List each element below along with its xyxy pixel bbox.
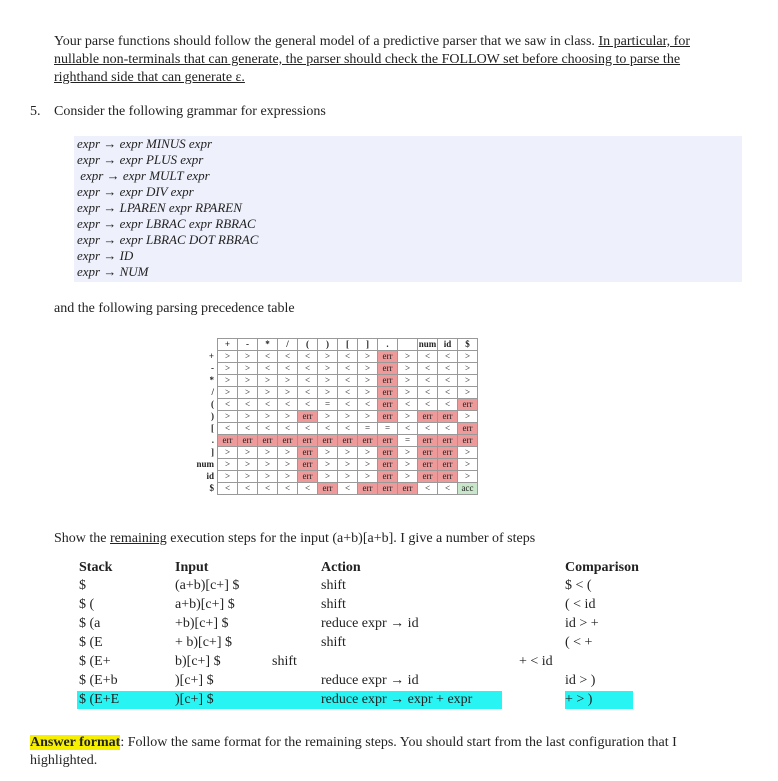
prec-cell: >: [238, 387, 258, 399]
prec-row: [192, 351, 478, 363]
prec-row-header: /: [211, 387, 214, 397]
prec-cell: >: [278, 411, 298, 423]
prec-cell: >: [338, 411, 358, 423]
prec-cell: <: [298, 399, 318, 411]
prec-cell: <: [298, 483, 318, 495]
prec-cell: <: [218, 483, 238, 495]
grammar-rule: expr → expr DIV expr: [77, 184, 194, 199]
step-action-highlighted: reduce expr → expr + expr: [321, 692, 473, 707]
prec-col-header: .: [378, 339, 398, 351]
grammar-rule: expr → LPAREN expr RPAREN: [77, 200, 242, 215]
prec-cell: <: [278, 483, 298, 495]
prec-cell: <: [298, 351, 318, 363]
prec-cell: >: [318, 351, 338, 363]
intro-line2-underlined: nullable non-terminals that can generate, the parser should check the FOLLOW set before choosing to parse the: [54, 52, 681, 67]
prec-cell: <: [238, 423, 258, 435]
prec-cell: err: [298, 447, 318, 459]
prec-cell: err: [458, 435, 478, 447]
prec-cell: >: [358, 387, 378, 399]
prec-row-header: +: [208, 351, 214, 361]
prec-row: [192, 411, 478, 423]
prec-cell: err: [218, 435, 238, 447]
header-comparison: Comparison: [565, 560, 639, 575]
prec-cell: err: [418, 459, 438, 471]
prec-cell: err: [458, 399, 478, 411]
step-comparison: ( < id: [565, 597, 596, 612]
step-stack: $ (E+: [79, 654, 111, 669]
grammar-box: [74, 136, 742, 282]
prec-cell: err: [438, 459, 458, 471]
prec-col-header: /: [278, 339, 298, 351]
prec-cell: <: [218, 399, 238, 411]
prec-cell: err: [298, 411, 318, 423]
prec-cell: >: [458, 363, 478, 375]
prec-cell: err: [418, 447, 438, 459]
prec-row: [192, 447, 478, 459]
prec-cell: =: [358, 423, 378, 435]
prec-row: [192, 375, 478, 387]
answer-format-label: Answer format: [30, 735, 121, 750]
prec-cell: <: [418, 363, 438, 375]
prec-cell: >: [218, 363, 238, 375]
prec-cell: =: [398, 435, 418, 447]
prec-cell: <: [438, 375, 458, 387]
prec-cell: <: [298, 387, 318, 399]
prec-cell: err: [298, 459, 318, 471]
step-comparison: + < id: [519, 654, 553, 669]
prec-cell: >: [218, 411, 238, 423]
step-input: +b)[c+] $: [175, 616, 229, 631]
table-intro: and the following parsing precedence table: [54, 301, 295, 316]
prec-cell: >: [398, 375, 418, 387]
prec-row-header: ): [211, 411, 214, 421]
prec-cell: >: [238, 351, 258, 363]
step-action: reduce expr → id: [321, 616, 419, 631]
step-action: shift: [321, 635, 346, 650]
prec-cell: <: [258, 363, 278, 375]
prec-cell: <: [438, 363, 458, 375]
prec-cell: err: [418, 411, 438, 423]
prec-cell: >: [318, 363, 338, 375]
prec-cell: >: [238, 363, 258, 375]
prec-col-header: $: [458, 339, 478, 351]
prec-cell: <: [278, 351, 298, 363]
prec-cell: err: [418, 471, 438, 483]
prec-cell: <: [338, 483, 358, 495]
prec-cell: <: [438, 483, 458, 495]
step-input: b)[c+] $: [175, 654, 221, 669]
prec-row-header: *: [209, 375, 214, 385]
prec-cell: err: [318, 483, 338, 495]
prec-cell: >: [318, 387, 338, 399]
prec-cell: <: [418, 387, 438, 399]
step-stack: $ (a: [79, 616, 101, 631]
prec-cell: >: [218, 447, 238, 459]
prec-cell: >: [318, 459, 338, 471]
prec-cell: >: [358, 375, 378, 387]
prec-cell: <: [338, 363, 358, 375]
prec-corner: [192, 339, 218, 351]
prec-col-header: +: [218, 339, 238, 351]
prec-col-header: *: [258, 339, 278, 351]
prec-cell: <: [278, 363, 298, 375]
prec-cell: >: [398, 471, 418, 483]
prec-cell: >: [218, 351, 238, 363]
prec-cell: <: [398, 399, 418, 411]
prec-cell: <: [398, 423, 418, 435]
prec-cell: >: [358, 351, 378, 363]
prec-cell: <: [438, 423, 458, 435]
prec-cell: err: [238, 435, 258, 447]
step-comparison: $ < (: [565, 578, 592, 593]
prec-row: [192, 471, 478, 483]
prec-cell: err: [378, 483, 398, 495]
prec-row: [192, 399, 478, 411]
prec-cell: <: [418, 399, 438, 411]
prec-cell: err: [298, 435, 318, 447]
step-stack-highlighted: $ (E+E: [79, 692, 120, 707]
prec-row: [192, 483, 478, 495]
prec-cell: err: [378, 471, 398, 483]
prec-cell: >: [458, 459, 478, 471]
prec-cell: >: [458, 387, 478, 399]
prec-cell: >: [398, 411, 418, 423]
prec-cell: >: [398, 459, 418, 471]
prec-cell: err: [318, 435, 338, 447]
prec-col-header: num: [418, 339, 437, 349]
prec-col-header: [398, 339, 418, 351]
prec-cell: <: [358, 399, 378, 411]
prec-cell: err: [438, 411, 458, 423]
grammar-rule: expr → expr PLUS expr: [77, 152, 204, 167]
prec-row-header: id: [206, 471, 214, 481]
prec-cell: >: [258, 471, 278, 483]
show-underlined: remaining: [110, 531, 167, 546]
prec-cell: <: [338, 399, 358, 411]
prec-cell: >: [358, 411, 378, 423]
step-action: shift: [321, 578, 346, 593]
prec-cell: >: [278, 375, 298, 387]
prec-cell: <: [298, 375, 318, 387]
answer-format-text2: highlighted.: [30, 753, 98, 768]
step-comparison: ( < +: [565, 635, 593, 650]
prec-cell: <: [298, 363, 318, 375]
prec-cell: err: [258, 435, 278, 447]
prec-cell: >: [338, 471, 358, 483]
header-input: Input: [175, 560, 209, 575]
prec-cell: <: [418, 351, 438, 363]
grammar-rule: expr → expr MULT expr: [77, 168, 210, 183]
prec-cell: <: [338, 375, 358, 387]
prec-row-header: .: [211, 435, 214, 445]
prec-cell: err: [378, 459, 398, 471]
prec-cell: err: [378, 375, 398, 387]
grammar-rule: expr → ID: [77, 248, 134, 263]
prec-cell: >: [358, 363, 378, 375]
prec-cell: >: [458, 447, 478, 459]
prec-col-header: ]: [358, 339, 378, 351]
prec-cell: err: [438, 435, 458, 447]
prec-cell: <: [278, 423, 298, 435]
prec-cell: >: [218, 375, 238, 387]
prec-cell: >: [218, 471, 238, 483]
prec-row-header: num: [196, 459, 214, 469]
prec-cell: <: [258, 423, 278, 435]
prec-cell: err: [358, 435, 378, 447]
show-post: execution steps for the input (a+b)[a+b]. I give a number of steps: [166, 531, 536, 546]
prec-cell: <: [238, 483, 258, 495]
prec-cell: >: [278, 471, 298, 483]
prec-cell: >: [358, 447, 378, 459]
prec-cell: <: [438, 351, 458, 363]
prec-cell: err: [298, 471, 318, 483]
prec-cell: err: [418, 435, 438, 447]
prec-cell: >: [238, 471, 258, 483]
step-action: shift: [272, 654, 297, 669]
step-comparison-highlighted: + > ): [565, 692, 593, 707]
prec-row: [192, 435, 478, 447]
prec-cell: <: [418, 375, 438, 387]
prec-row-header: [: [211, 423, 214, 433]
prec-row: [192, 387, 478, 399]
prec-cell: err: [338, 435, 358, 447]
prec-cell: >: [258, 375, 278, 387]
prec-cell: >: [258, 459, 278, 471]
prec-cell: >: [218, 387, 238, 399]
prec-cell: <: [338, 387, 358, 399]
prec-row-header: -: [211, 363, 214, 373]
prec-row: [192, 363, 478, 375]
prec-cell: =: [318, 399, 338, 411]
prec-cell: err: [378, 411, 398, 423]
prec-cell: =: [378, 423, 398, 435]
prec-cell: err: [438, 471, 458, 483]
prec-cell: >: [218, 459, 238, 471]
intro-line3-underlined: righthand side that can generate ε.: [54, 70, 245, 85]
prec-col-header: [: [338, 339, 358, 351]
prec-cell: err: [378, 363, 398, 375]
show-pre: Show the: [54, 531, 110, 546]
prec-cell: >: [458, 351, 478, 363]
question-number: 5.: [30, 104, 41, 119]
prec-cell: >: [238, 411, 258, 423]
answer-format-text: : Follow the same format for the remaining steps. You should start from the last configuration that I: [120, 735, 677, 750]
prec-cell: >: [318, 447, 338, 459]
prec-cell: <: [278, 399, 298, 411]
prec-cell: <: [438, 399, 458, 411]
step-input-highlighted: )[c+] $: [175, 692, 214, 707]
intro-line1: Your parse functions should follow the general model of a predictive parser that we saw in class.: [54, 34, 599, 49]
header-action: Action: [321, 560, 361, 575]
prec-cell: >: [338, 459, 358, 471]
prec-cell: <: [318, 423, 338, 435]
step-action: reduce expr → id: [321, 673, 419, 688]
prec-cell: >: [358, 471, 378, 483]
prec-cell: <: [438, 387, 458, 399]
step-stack: $ (: [79, 597, 95, 612]
prec-cell: acc: [458, 483, 478, 495]
intro-line1-underlined: In particular, for: [598, 34, 690, 49]
prec-cell: >: [238, 375, 258, 387]
prec-cell: >: [458, 375, 478, 387]
step-stack: $ (E+b: [79, 673, 118, 688]
prec-col-header: id: [438, 339, 458, 351]
prec-cell: >: [458, 411, 478, 423]
prec-cell: err: [278, 435, 298, 447]
grammar-rule: expr → expr LBRAC expr RBRAC: [77, 216, 256, 231]
step-action: shift: [321, 597, 346, 612]
show-steps-text: [54, 531, 535, 547]
prec-cell: <: [338, 423, 358, 435]
grammar-rule: expr → NUM: [77, 264, 149, 279]
prec-col-header: (: [298, 339, 318, 351]
prec-cell: >: [358, 459, 378, 471]
prec-cell: >: [258, 411, 278, 423]
prec-cell: >: [318, 471, 338, 483]
step-input: )[c+] $: [175, 673, 214, 688]
prec-cell: err: [358, 483, 378, 495]
prec-cell: >: [258, 387, 278, 399]
prec-cell: >: [238, 459, 258, 471]
precedence-table: [192, 338, 478, 495]
prec-cell: >: [238, 447, 258, 459]
prec-cell: >: [258, 447, 278, 459]
prec-cell: >: [398, 447, 418, 459]
step-stack: $: [79, 578, 86, 593]
prec-cell: >: [398, 387, 418, 399]
prec-row-header: ]: [211, 447, 214, 457]
prec-cell: >: [318, 411, 338, 423]
grammar-rule: expr → expr MINUS expr: [77, 136, 213, 151]
step-input: (a+b)[c+] $: [175, 578, 240, 593]
prec-cell: err: [378, 447, 398, 459]
prec-cell: <: [238, 399, 258, 411]
prec-row-header: $: [209, 483, 214, 493]
prec-cell: err: [398, 483, 418, 495]
step-stack: $ (E: [79, 635, 103, 650]
prec-cell: <: [418, 483, 438, 495]
step-input: a+b)[c+] $: [175, 597, 235, 612]
prec-col-header: ): [318, 339, 338, 351]
prec-cell: <: [258, 351, 278, 363]
prec-cell: >: [398, 363, 418, 375]
prec-cell: >: [318, 375, 338, 387]
prec-cell: err: [378, 387, 398, 399]
prec-col-header: -: [238, 339, 258, 351]
prec-cell: >: [278, 387, 298, 399]
prec-cell: <: [218, 423, 238, 435]
step-comparison: id > +: [565, 616, 599, 631]
prec-cell: err: [378, 351, 398, 363]
header-stack: Stack: [79, 560, 113, 575]
prec-cell: <: [298, 423, 318, 435]
prec-row: [192, 459, 478, 471]
prec-cell: >: [338, 447, 358, 459]
prec-cell: err: [438, 447, 458, 459]
prec-cell: <: [338, 351, 358, 363]
prec-cell: >: [458, 471, 478, 483]
step-comparison: id > ): [565, 673, 596, 688]
prec-cell: err: [458, 423, 478, 435]
prec-cell: <: [418, 423, 438, 435]
prec-row: [192, 423, 478, 435]
prec-cell: <: [258, 399, 278, 411]
prec-cell: >: [398, 351, 418, 363]
prec-row-header: (: [211, 399, 214, 409]
prec-cell: err: [378, 435, 398, 447]
prec-header-row: [192, 339, 478, 351]
question-text: Consider the following grammar for expressions: [54, 104, 326, 119]
answer-format-note: [30, 734, 750, 770]
intro-paragraph: [54, 33, 744, 87]
step-input: + b)[c+] $: [175, 635, 232, 650]
prec-cell: >: [278, 459, 298, 471]
prec-cell: <: [258, 483, 278, 495]
prec-cell: err: [378, 399, 398, 411]
grammar-rule: expr → expr LBRAC DOT RBRAC: [77, 232, 259, 247]
prec-cell: >: [278, 447, 298, 459]
